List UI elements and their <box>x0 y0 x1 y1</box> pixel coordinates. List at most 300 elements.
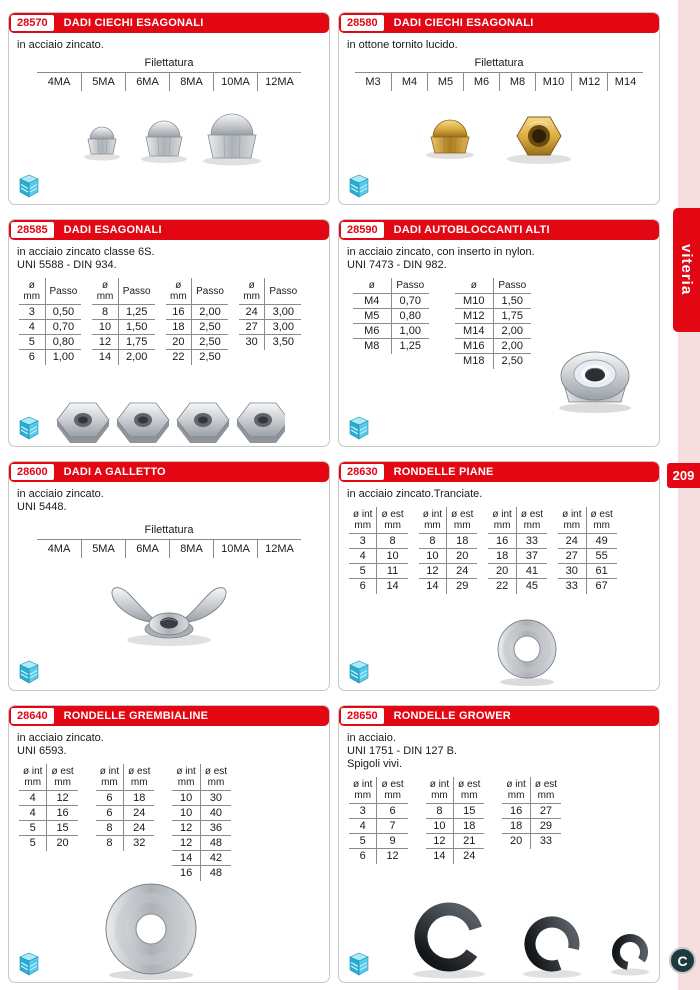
size-table-row <box>166 320 228 335</box>
size-value: 4 <box>19 791 47 806</box>
product-cell-28640 <box>8 705 330 983</box>
size-table <box>349 777 408 864</box>
size-value: 27 <box>558 549 586 564</box>
size-value: 10 <box>419 549 447 564</box>
size-table <box>239 278 301 350</box>
size-value: 2,50 <box>192 335 228 350</box>
size-value: 8 <box>389 535 396 547</box>
size-column-header: ø est mm <box>377 777 408 804</box>
size-value: 10 <box>426 819 454 834</box>
size-value: 48 <box>200 866 231 881</box>
size-column-header: Passo <box>493 278 531 294</box>
size-table-row <box>455 324 531 339</box>
product-code: 28640 <box>11 708 54 724</box>
size-table-row <box>349 564 408 579</box>
product-description <box>347 246 659 272</box>
size-value: 49 <box>595 535 608 547</box>
size-table-row <box>353 294 429 309</box>
size-column-header: ø int mm <box>349 507 377 534</box>
size-table-row <box>172 806 231 821</box>
size-column-header: ø int mm <box>172 764 200 791</box>
size-table-row <box>488 579 547 594</box>
size-value: 2,50 <box>192 320 228 335</box>
size-value: 9 <box>377 834 408 849</box>
product-body <box>9 240 329 446</box>
size-table-row <box>502 834 561 849</box>
size-column-header: Passo <box>265 278 301 305</box>
size-table-row <box>19 320 81 335</box>
size-value: 20 <box>47 836 78 851</box>
product-cell-28580 <box>338 12 660 205</box>
thread-size-row <box>355 72 643 91</box>
size-value: 4 <box>19 806 47 821</box>
size-column-header: ø int mm <box>558 507 586 534</box>
thread-size-table <box>355 57 643 91</box>
size-column-header: Passo <box>192 278 228 305</box>
publisher-logo-letter: C <box>677 952 688 969</box>
size-value: 4 <box>349 549 377 564</box>
size-value: 1,25 <box>391 339 429 354</box>
product-body <box>9 726 329 982</box>
size-value: 14 <box>426 849 454 864</box>
description-line: in acciaio zincato. <box>17 39 104 51</box>
size-value: 0,80 <box>45 335 81 350</box>
order-basket-icon <box>17 949 41 977</box>
thread-size-value: 8MA <box>169 540 213 558</box>
size-value: 5 <box>19 836 47 851</box>
nylon-insert-lock-nut-photo <box>545 340 645 423</box>
thread-size-value: 6MA <box>125 540 169 558</box>
size-table <box>419 507 478 594</box>
size-column-header: Passo <box>118 278 154 305</box>
size-value: 8 <box>96 821 124 836</box>
size-value: 4 <box>19 320 45 335</box>
size-value: 3,00 <box>272 306 294 318</box>
size-value: 12 <box>172 836 200 851</box>
product-title: DADI CIECHI ESAGONALI <box>393 17 534 29</box>
size-table-row <box>349 534 408 549</box>
size-value: 4 <box>349 819 377 834</box>
size-value: 3,50 <box>265 335 301 350</box>
description-line: in acciaio zincato. <box>17 732 104 744</box>
product-description <box>17 732 329 758</box>
description-line: in ottone tornito lucido. <box>347 39 458 51</box>
product-code: 28590 <box>341 222 384 238</box>
product-code: 28570 <box>11 15 54 31</box>
size-table-group <box>349 507 659 594</box>
order-basket-icon <box>17 657 41 685</box>
size-column-header: ø est mm <box>377 507 408 534</box>
size-value: 6 <box>389 805 396 817</box>
thread-size-row <box>37 72 301 91</box>
product-description <box>347 39 659 52</box>
size-value: 30 <box>209 792 223 804</box>
size-value: M10 <box>455 294 493 309</box>
product-body <box>9 33 329 204</box>
product-cell-28650 <box>338 705 660 983</box>
category-tab <box>673 208 700 332</box>
size-value: 27 <box>239 320 265 335</box>
size-column-header: ø est mm <box>47 764 78 791</box>
thread-size-value: M12 <box>571 73 607 91</box>
description-line: UNI 5448. <box>17 501 67 513</box>
size-table-row <box>19 821 78 836</box>
size-table-row <box>349 849 408 864</box>
description-line: UNI 6593. <box>17 745 67 757</box>
size-value: 8 <box>92 305 118 320</box>
size-column-header: ø int mm <box>488 507 516 534</box>
size-value: 14 <box>419 579 447 594</box>
size-table-row <box>96 821 155 836</box>
product-grid <box>8 12 660 983</box>
product-body <box>9 482 329 690</box>
size-column-header: ø int mm <box>19 764 47 791</box>
size-value: M14 <box>455 324 493 339</box>
size-column-header: ø est mm <box>200 764 231 791</box>
size-table-row <box>172 791 231 806</box>
size-table-row <box>92 335 154 350</box>
size-value: 40 <box>200 806 231 821</box>
order-basket-icon <box>347 413 371 441</box>
size-table-row <box>419 549 478 564</box>
size-value: 2,00 <box>493 324 531 339</box>
size-table <box>166 278 228 365</box>
size-value: 3,00 <box>265 320 301 335</box>
size-table-row <box>426 834 485 849</box>
size-table-row <box>239 320 301 335</box>
size-value: 2,50 <box>493 354 531 369</box>
size-column-header: ø est mm <box>447 507 478 534</box>
thread-size-value: 5MA <box>81 540 125 558</box>
size-table <box>96 764 155 851</box>
thread-size-value: 4MA <box>47 543 71 555</box>
size-table-row <box>96 791 155 806</box>
size-table-row <box>19 335 81 350</box>
size-value: 12 <box>377 849 408 864</box>
size-column-header: ø est mm <box>124 764 155 791</box>
size-value: 8 <box>419 534 447 549</box>
product-cell-28590 <box>338 219 660 447</box>
size-table <box>558 507 617 594</box>
size-value: 33 <box>525 535 539 547</box>
size-column-header: Passo <box>45 278 81 305</box>
size-column-header: ø int mm <box>96 764 124 791</box>
product-cell-28600 <box>8 461 330 691</box>
thread-size-value: 10MA <box>213 73 257 91</box>
product-title: DADI A GALLETTO <box>63 466 166 478</box>
size-column-header: ø mm <box>92 278 118 305</box>
size-column-header: ø mm <box>239 278 265 305</box>
thread-size-value: 8MA <box>169 73 213 91</box>
description-line: UNI 1751 - DIN 127 B. <box>347 745 458 757</box>
order-basket-icon <box>17 949 41 977</box>
size-value: 16 <box>166 305 192 320</box>
size-value: 22 <box>166 350 192 365</box>
size-table-row <box>419 564 478 579</box>
size-table <box>92 278 154 365</box>
product-description <box>17 488 329 514</box>
size-value: 0,80 <box>391 309 429 324</box>
size-column-header: ø int mm <box>502 777 530 804</box>
product-title: DADI ESAGONALI <box>63 224 162 236</box>
size-value: 5 <box>349 564 377 579</box>
size-value: 1,50 <box>118 320 154 335</box>
size-column-header: ø est mm <box>530 777 561 804</box>
size-value: 22 <box>488 579 516 594</box>
size-table-row <box>455 354 531 369</box>
size-value: 29 <box>447 579 478 594</box>
description-line: in acciaio zincato classe 6S. <box>17 246 155 258</box>
size-value: M12 <box>455 309 493 324</box>
size-value: 18 <box>133 792 146 804</box>
size-value: 18 <box>454 819 485 834</box>
size-value: 3 <box>19 305 45 320</box>
size-value: 5 <box>349 834 377 849</box>
product-code: 28630 <box>341 464 384 480</box>
size-table-row <box>455 294 531 309</box>
flat-washer-photo <box>487 616 567 691</box>
size-value: 1,75 <box>118 335 154 350</box>
product-title: RONDELLE PIANE <box>393 466 494 478</box>
size-value: 16 <box>488 534 516 549</box>
size-value: 16 <box>172 866 200 881</box>
size-value: 67 <box>586 579 617 594</box>
page-number-badge: 209 <box>667 463 700 488</box>
size-table-row <box>172 821 231 836</box>
size-table-row <box>19 806 78 821</box>
size-table-row <box>558 534 617 549</box>
size-table-row <box>349 549 408 564</box>
size-value: 5 <box>19 335 45 350</box>
thread-table-title: Filettatura <box>144 524 194 536</box>
four-zinc-hex-nuts-photo <box>55 390 285 447</box>
size-value: 37 <box>516 549 547 564</box>
order-basket-icon <box>17 171 41 199</box>
order-basket-icon <box>347 171 371 199</box>
size-value: 24 <box>454 849 485 864</box>
size-table <box>488 507 547 594</box>
size-value: 18 <box>166 320 192 335</box>
product-header <box>9 220 329 240</box>
publisher-logo-icon <box>669 947 696 974</box>
order-basket-icon <box>17 413 41 441</box>
product-header <box>9 462 329 482</box>
product-header <box>9 706 329 726</box>
thread-size-value: 5MA <box>81 73 125 91</box>
size-value: 20 <box>447 549 478 564</box>
size-value: 29 <box>530 819 561 834</box>
size-value: 30 <box>239 335 265 350</box>
size-table <box>502 777 561 849</box>
page-edge-strip <box>678 0 700 990</box>
product-code: 28585 <box>11 222 54 238</box>
product-header <box>9 13 329 33</box>
thread-size-value: M5 <box>427 73 463 91</box>
size-value: 21 <box>454 834 485 849</box>
size-value: 10 <box>377 549 408 564</box>
description-line: UNI 5588 - DIN 934. <box>17 259 117 271</box>
order-basket-icon <box>17 657 41 685</box>
size-value: 24 <box>558 534 586 549</box>
size-value: 11 <box>377 564 408 579</box>
size-table-row <box>166 350 228 365</box>
thread-size-value: M6 <box>463 73 499 91</box>
size-table <box>19 278 81 365</box>
thread-size-value: 12MA <box>257 540 301 558</box>
size-value: 32 <box>124 836 155 851</box>
size-table-row <box>502 804 561 819</box>
thread-size-value: 4MA <box>47 76 71 88</box>
product-code: 28650 <box>341 708 384 724</box>
size-table-row <box>558 579 617 594</box>
size-value: M5 <box>353 309 391 324</box>
size-value: 16 <box>47 806 78 821</box>
size-value: M6 <box>353 324 391 339</box>
three-spring-lock-washers-photo <box>387 894 660 983</box>
product-header <box>339 462 659 482</box>
product-header <box>339 13 659 33</box>
size-table-row <box>349 819 408 834</box>
product-title: RONDELLE GROWER <box>393 710 511 722</box>
size-table <box>172 764 231 881</box>
thread-size-row <box>37 539 301 558</box>
size-value: 41 <box>516 564 547 579</box>
size-table-row <box>166 305 228 320</box>
size-value: 1,75 <box>493 309 531 324</box>
product-cell-28570 <box>8 12 330 205</box>
size-value: 0,70 <box>399 295 421 307</box>
size-table-row <box>488 549 547 564</box>
size-value: 0,70 <box>45 320 81 335</box>
size-table-row <box>349 804 408 819</box>
size-table <box>349 507 408 594</box>
size-value: 12 <box>419 564 447 579</box>
product-code: 28580 <box>341 15 384 31</box>
size-table-row <box>172 851 231 866</box>
order-basket-icon <box>347 657 371 685</box>
size-table-row <box>558 564 617 579</box>
size-column-header: ø mm <box>19 278 45 305</box>
size-value: 5 <box>19 821 47 836</box>
order-basket-icon <box>347 949 371 977</box>
size-value: 14 <box>377 579 408 594</box>
size-column-header: ø mm <box>166 278 192 305</box>
size-value: 12 <box>56 792 69 804</box>
size-value: 20 <box>488 564 516 579</box>
product-description <box>17 246 329 272</box>
thread-size-value: M3 <box>365 76 381 88</box>
size-value: 30 <box>558 564 586 579</box>
size-table-row <box>172 836 231 851</box>
size-table-row <box>419 579 478 594</box>
size-value: 27 <box>539 805 553 817</box>
size-value: 15 <box>463 805 476 817</box>
size-value: 1,00 <box>391 324 429 339</box>
product-cell-28630 <box>338 461 660 691</box>
size-value: 20 <box>502 834 530 849</box>
size-value: 14 <box>92 350 118 365</box>
size-table-row <box>426 819 485 834</box>
two-brass-nuts-photo <box>339 101 659 172</box>
size-value: 24 <box>124 821 155 836</box>
size-value: 15 <box>47 821 78 836</box>
description-line: in acciaio zincato. <box>17 488 104 500</box>
category-label: viteria <box>678 244 695 296</box>
size-value: 48 <box>200 836 231 851</box>
size-value: 1,00 <box>45 350 81 365</box>
size-table-row <box>488 534 547 549</box>
description-line: in acciaio. <box>347 732 396 744</box>
size-column-header: ø int mm <box>419 507 447 534</box>
size-table-row <box>96 806 155 821</box>
size-value: 6 <box>19 350 45 365</box>
size-value: 24 <box>447 564 478 579</box>
product-title: DADI CIECHI ESAGONALI <box>63 17 204 29</box>
product-body <box>339 726 659 982</box>
size-table-row <box>353 309 429 324</box>
size-table-row <box>96 836 155 851</box>
size-table-row <box>419 534 478 549</box>
size-value: M16 <box>455 339 493 354</box>
product-description <box>17 39 329 52</box>
thread-size-value: 6MA <box>125 73 169 91</box>
order-basket-icon <box>347 171 371 199</box>
size-value: 3 <box>349 534 377 549</box>
thread-size-table <box>37 524 301 558</box>
product-body <box>339 482 659 690</box>
wing-nut-photo <box>9 572 329 657</box>
size-column-header: ø est mm <box>454 777 485 804</box>
size-table-row <box>455 339 531 354</box>
thread-size-value: M4 <box>391 73 427 91</box>
size-value: 10 <box>172 806 200 821</box>
product-header <box>339 706 659 726</box>
size-value: M8 <box>353 339 391 354</box>
size-table-row <box>92 350 154 365</box>
three-zinc-dome-cap-nuts-photo <box>9 99 329 176</box>
size-value: 18 <box>456 535 469 547</box>
size-value: 7 <box>377 819 408 834</box>
size-table-row <box>172 866 231 881</box>
size-table <box>455 278 531 369</box>
thread-size-value: 10MA <box>213 540 257 558</box>
size-table-row <box>558 549 617 564</box>
thread-size-table <box>37 57 301 91</box>
size-column-header: ø <box>455 278 493 294</box>
size-value: 2,50 <box>192 350 228 365</box>
size-value: 12 <box>92 335 118 350</box>
thread-size-value: 12MA <box>257 73 301 91</box>
size-value: 14 <box>172 851 200 866</box>
size-value: 18 <box>502 819 530 834</box>
size-value: 18 <box>488 549 516 564</box>
product-body <box>339 33 659 204</box>
size-table-row <box>353 339 429 354</box>
size-value: 0,50 <box>52 306 75 318</box>
size-table-row <box>502 819 561 834</box>
size-table-row <box>353 324 429 339</box>
size-value: 8 <box>96 836 124 851</box>
size-value: 45 <box>516 579 547 594</box>
size-column-header: ø <box>353 278 391 294</box>
thread-table-title: Filettatura <box>144 57 194 69</box>
size-table <box>426 777 485 864</box>
fender-washer-photo <box>95 882 207 983</box>
thread-size-value: M10 <box>535 73 571 91</box>
size-value: 1,25 <box>125 306 148 318</box>
size-table-row <box>19 836 78 851</box>
description-line: in acciaio zincato, con inserto in nylon. <box>347 246 535 258</box>
